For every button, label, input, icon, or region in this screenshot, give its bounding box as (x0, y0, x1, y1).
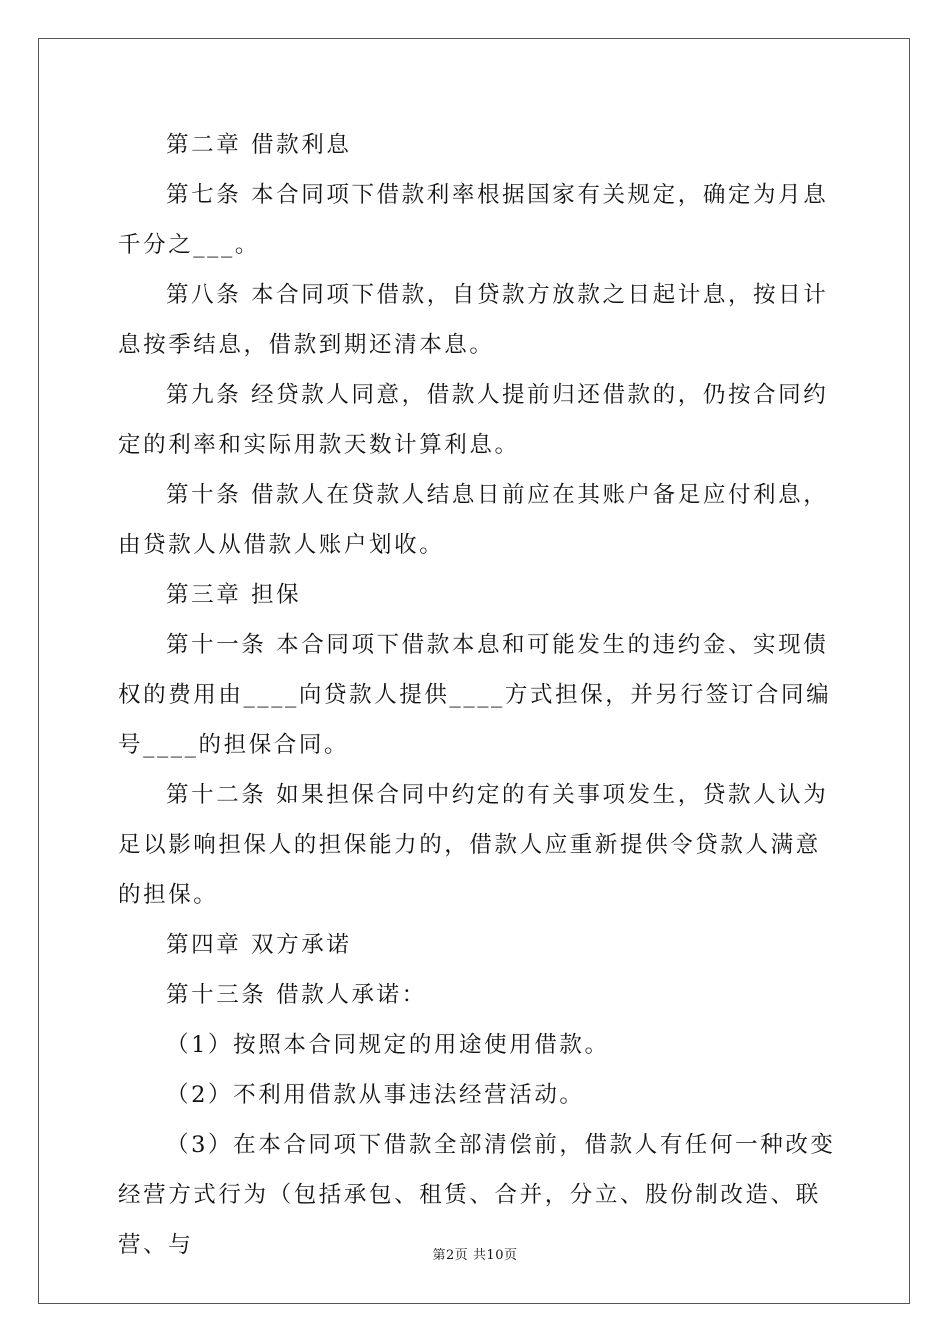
article-paragraph: 第七条 本合同项下借款利率根据国家有关规定，确定为月息千分之___。 (118, 182, 829, 258)
chapter-heading: 第二章 借款利息 (166, 132, 352, 158)
document-body (118, 120, 838, 1270)
list-item: （1）按照本合同规定的用途使用借款。 (166, 1032, 610, 1058)
list-item: （3）在本合同项下借款全部清偿前，借款人有任何一种改变经营方式行为（包括承包、租赁、合并，分立、股份制改造、联营、与 (118, 1132, 836, 1258)
article-paragraph: 第八条 本合同项下借款，自贷款方放款之日起计息，按日计息按季结息，借款到期还清本息。 (118, 282, 829, 358)
article-paragraph: 第十条 借款人在贷款人结息日前应在其账户备足应付利息，由贷款人从借款人账户划收。 (118, 482, 829, 558)
article-paragraph: 第九条 经贷款人同意，借款人提前归还借款的，仍按合同约定的利率和实际用款天数计算利息。 (118, 382, 829, 458)
page-number-footer: 第2页 共10页 (432, 1248, 518, 1263)
list-item: （2）不利用借款从事违法经营活动。 (166, 1082, 585, 1108)
article-paragraph: 第十二条 如果担保合同中约定的有关事项发生，贷款人认为足以影响担保人的担保能力的，借款人应重新提供令贷款人满意的担保。 (118, 782, 829, 908)
chapter-heading: 第四章 双方承诺 (166, 932, 352, 958)
chapter-heading: 第三章 担保 (166, 582, 302, 608)
article-paragraph: 第十三条 借款人承诺： (166, 982, 427, 1008)
article-paragraph: 第十一条 本合同项下借款本息和可能发生的违约金、实现债权的费用由____向贷款人提供____方式担保，并另行签订合同编号____的担保合同。 (118, 632, 832, 758)
